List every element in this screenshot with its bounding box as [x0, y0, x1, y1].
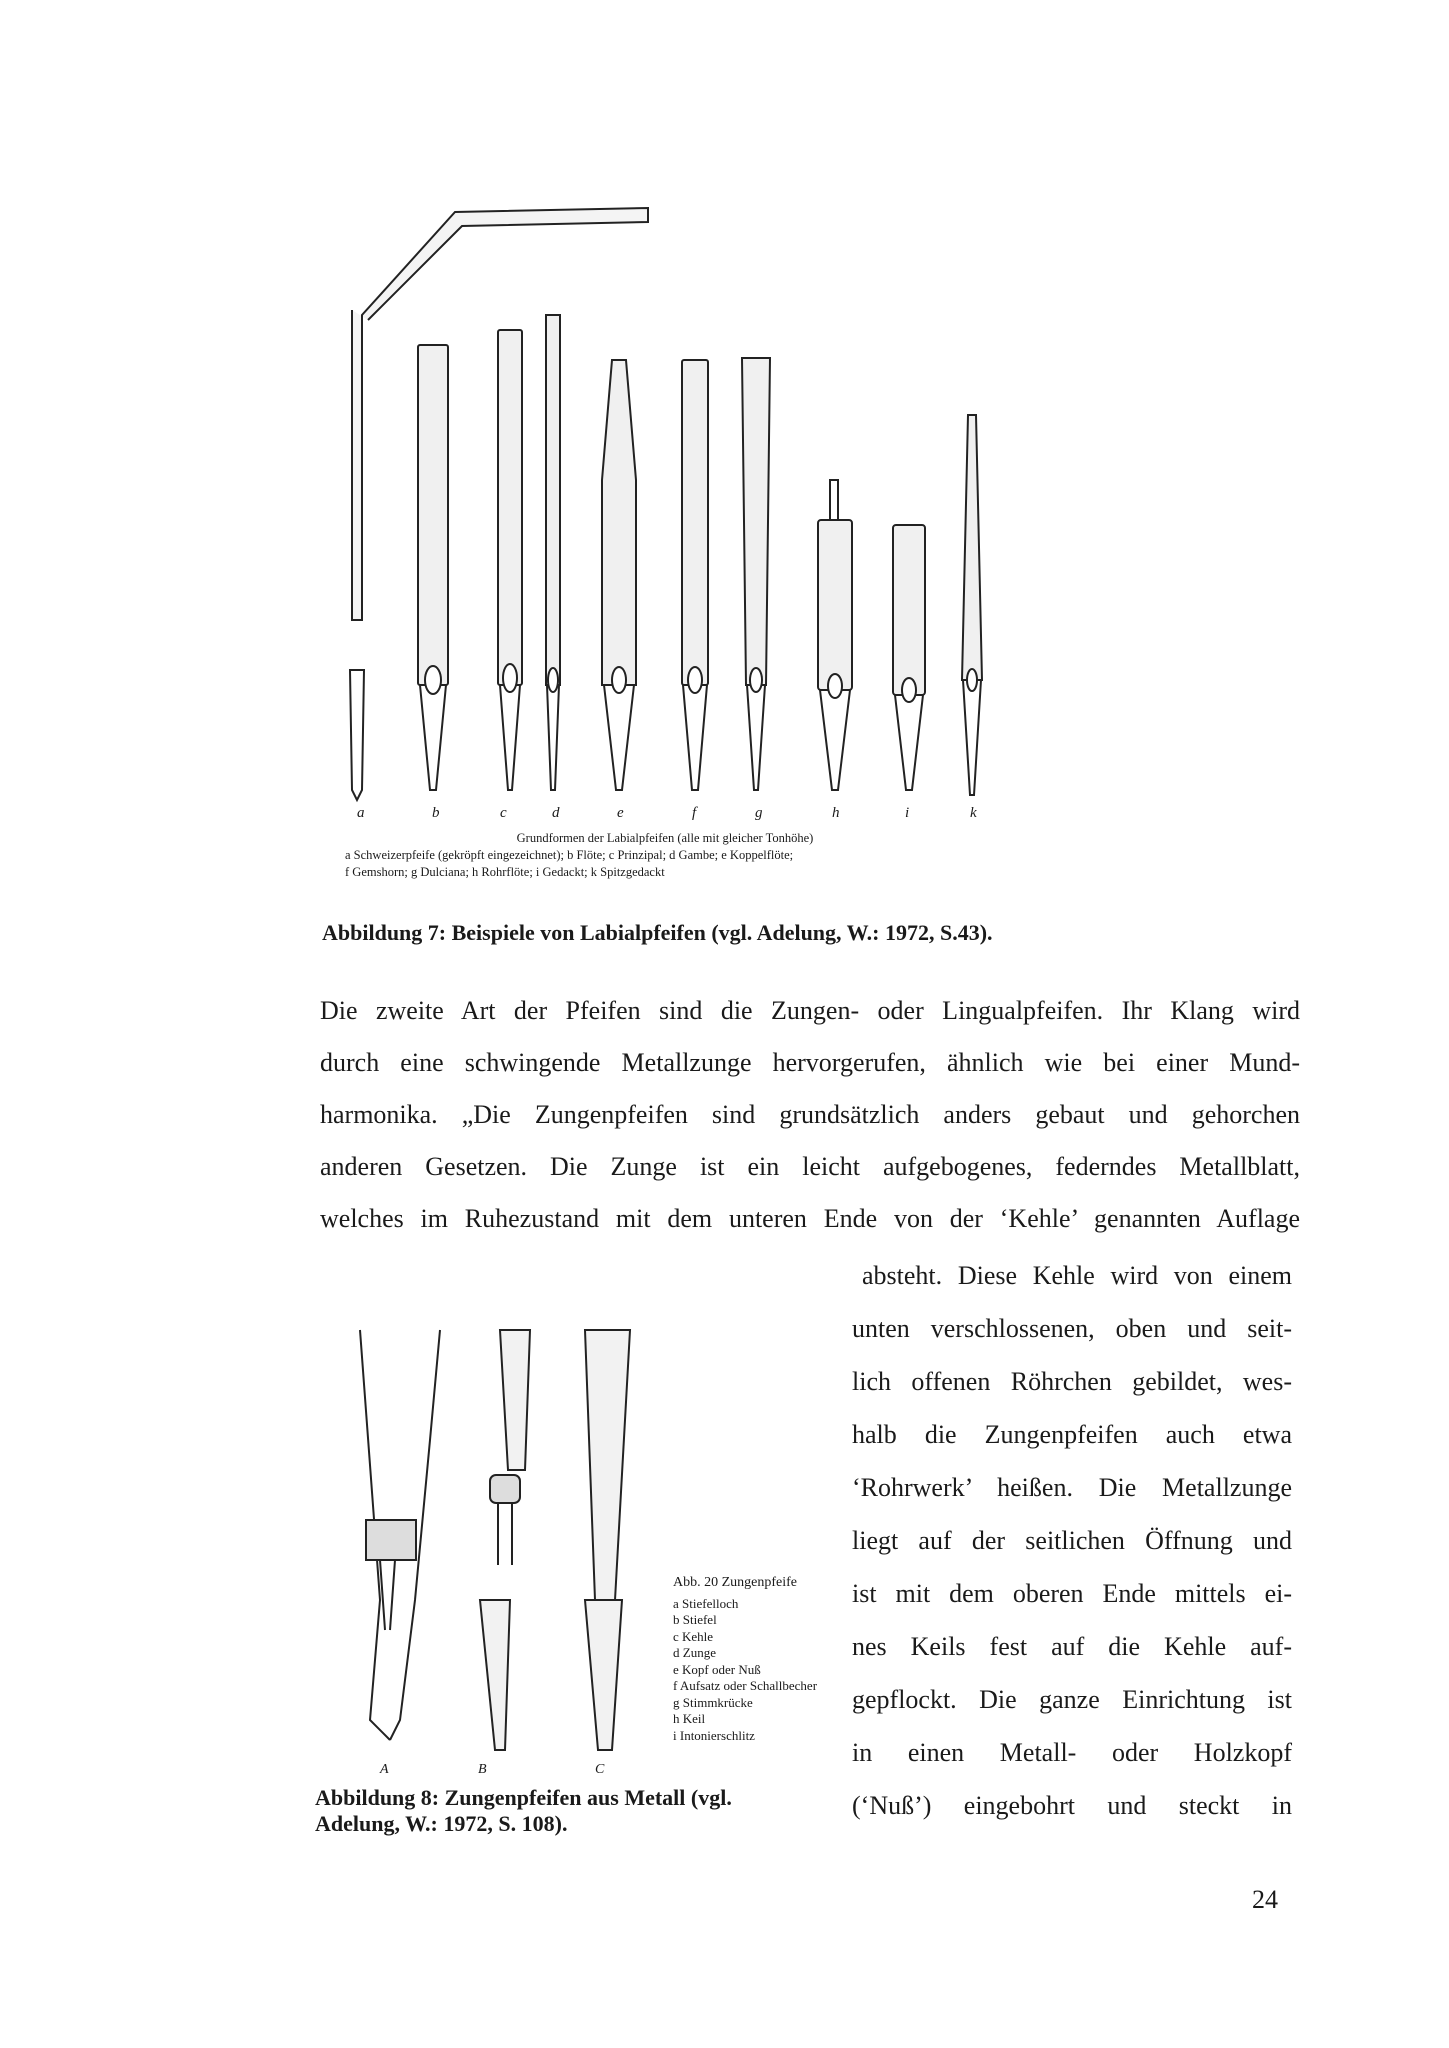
legend-item: e Kopf oder Nuß [673, 1661, 761, 1677]
side-line: lich offenen Röhrchen gebildet, wes- [852, 1367, 1292, 1396]
figure8-title-line1: Abbildung 8: Zungenpfeifen aus Metall (vgl. [315, 1785, 732, 1810]
body-line: welches im Ruhezustand mit dem unteren Ende von der ‘Kehle’ genannten Auflage [320, 1204, 1300, 1233]
body-line: anderen Gesetzen. Die Zunge ist ein leicht aufgebogenes, federndes Metallblatt, [320, 1152, 1300, 1181]
side-line: ‘Rohrwerk’ heißen. Die Metallzunge [852, 1473, 1292, 1502]
body-line: harmonika. „Die Zungenpfeifen sind grundsätzlich anders gebaut und gehorchen [320, 1100, 1300, 1129]
pipe-letter-f: f [692, 805, 697, 821]
pipe-letter-h: h [832, 805, 840, 821]
legend-item: i Intonierschlitz [673, 1727, 755, 1743]
side-line: ist mit dem oberen Ende mittels ei- [852, 1579, 1292, 1608]
figure8-legend [673, 1575, 817, 1744]
view-label-c: C [595, 1762, 605, 1777]
reed-pipes-illustration [330, 1300, 690, 1770]
pipe-letter-b: b [432, 805, 440, 821]
pipe-letter-c: c [500, 805, 507, 821]
legend-item: g Stimmkrücke [673, 1694, 753, 1710]
figure8-legend-title: Abb. 20 Zungenpfeife [673, 1575, 798, 1590]
side-line: absteht. Diese Kehle wird von einem [862, 1261, 1292, 1290]
figure7-caption-line1: Grundformen der Labialpfeifen (alle mit gleicher Tonhöhe) [516, 831, 814, 845]
side-line: gepflockt. Die ganze Einrichtung ist [852, 1685, 1292, 1714]
pipe-letter-e: e [617, 805, 624, 821]
pipe-letter-g: g [755, 805, 763, 821]
page-number: 24 [1252, 1885, 1278, 1914]
figure7-caption-line3: f Gemshorn; g Dulciana; h Rohrflöte; i Gedackt; k Spitzgedackt [345, 865, 665, 879]
body-line: Die zweite Art der Pfeifen sind die Zungen- oder Lingualpfeifen. Ihr Klang wird [320, 996, 1300, 1025]
view-label-b: B [478, 1762, 487, 1777]
view-label-a: A [380, 1762, 389, 1777]
pipe-letter-i: i [905, 805, 910, 821]
legend-item: h Keil [673, 1711, 706, 1726]
pipe-letter-d: d [552, 805, 560, 821]
legend-item: f Aufsatz oder Schallbecher [673, 1678, 818, 1693]
side-line: in einen Metall- oder Holzkopf [852, 1738, 1292, 1767]
side-line: nes Keils fest auf die Kehle auf- [852, 1632, 1292, 1661]
side-line: halb die Zungenpfeifen auch etwa [852, 1420, 1292, 1449]
pipe-letter-k: k [970, 805, 977, 821]
legend-item: a Stiefelloch [673, 1595, 739, 1611]
figure7-caption-line2: a Schweizerpfeife (gekröpft eingezeichnet); b Flöte; c Prinzipal; d Gambe; e Koppelflöte; [345, 848, 794, 862]
figure8-title-line2: Adelung, W.: 1972, S. 108). [315, 1811, 568, 1836]
figure8-title [315, 1785, 732, 1837]
side-line: (‘Nuß’) eingebohrt und steckt in [852, 1791, 1292, 1820]
figure7-title: Abbildung 7: Beispiele von Labialpfeifen (vgl. Adelung, W.: 1972, S.43). [322, 920, 993, 945]
labial-pipes-illustration [330, 190, 1030, 810]
side-line: unten verschlossenen, oben und seit- [852, 1314, 1292, 1343]
body-line: durch eine schwingende Metallzunge hervorgerufen, ähnlich wie bei einer Mund- [320, 1048, 1300, 1077]
legend-item: c Kehle [673, 1628, 714, 1644]
legend-item: d Zunge [673, 1645, 716, 1660]
pipe-letter-a: a [357, 805, 365, 821]
legend-item: b Stiefel [673, 1612, 717, 1627]
figure7-caption [345, 830, 945, 881]
side-line: liegt auf der seitlichen Öffnung und [852, 1526, 1292, 1555]
